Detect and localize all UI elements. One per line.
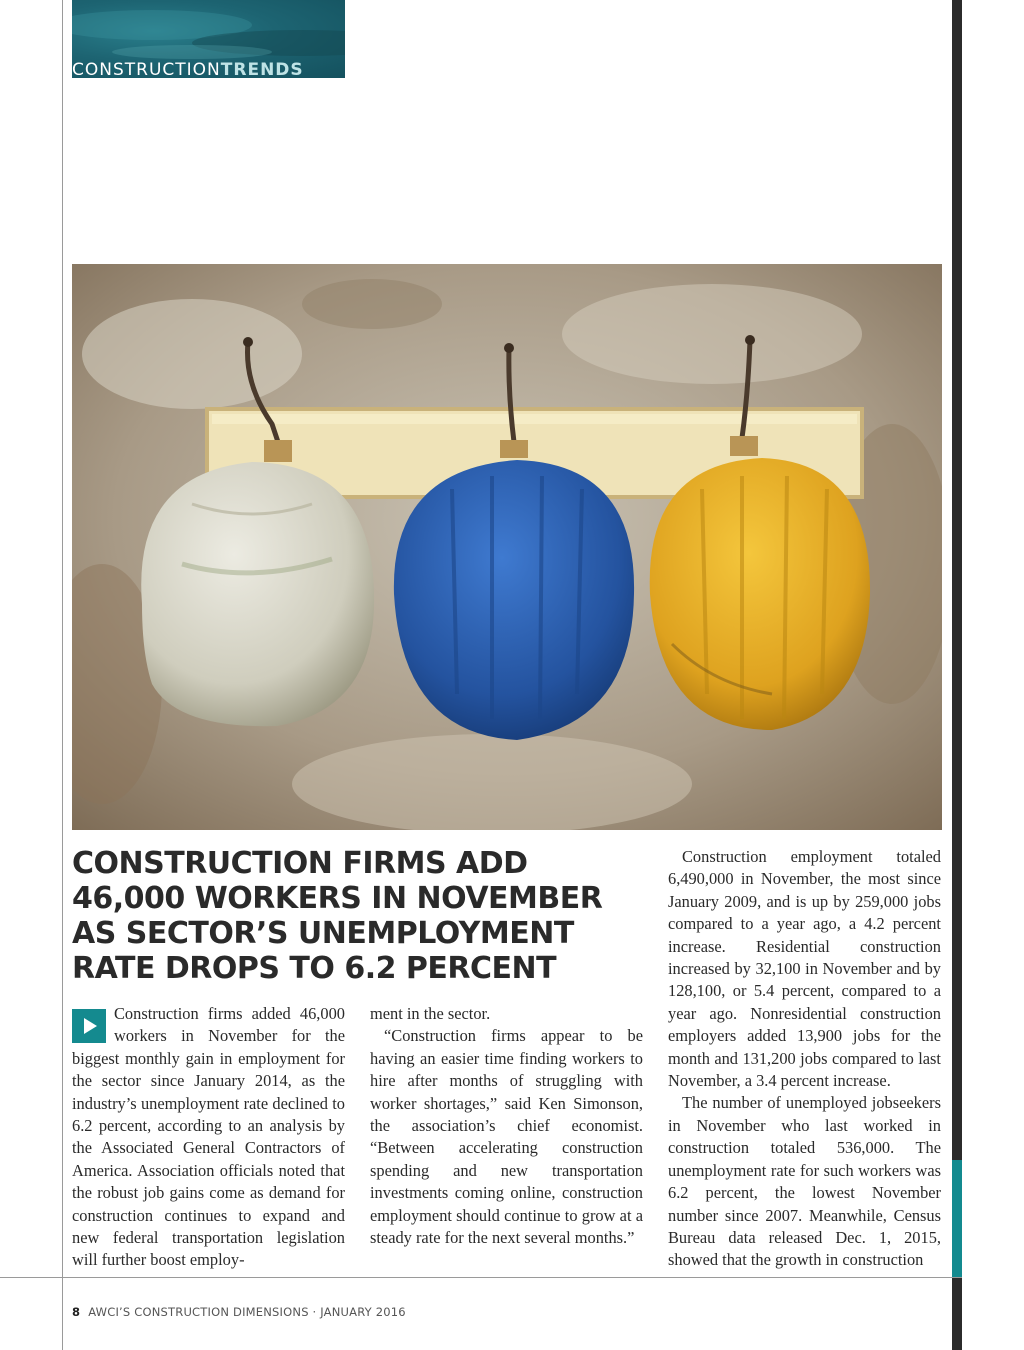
footer-rule	[0, 1277, 962, 1278]
page-edge-bar	[952, 0, 962, 1350]
article-paragraph: Construction employment totaled 6,490,000 in November, the most since January 2009, and is up by 259,000 jobs compared to a year ago, a 4.2 percent increase. Residential construction increased by 32,100 in November and by 128,100, or 5.4 percent, compared to a year ago. Nonresidential construction employers added 13,900 jobs for the month and 131,200 jobs compared to last November, a 3.4 percent increase.	[668, 847, 941, 1091]
article-paragraph: ment in the sector.	[370, 1004, 491, 1023]
article-headline: CONSTRUCTION FIRMS ADD 46,000 WORKERS IN NOVEMBER AS SECTOR’S UNEMPLOYMENT RATE DROPS TO 6.2 PERCENT	[72, 846, 603, 986]
play-arrow-icon	[72, 1009, 106, 1043]
page-footer	[72, 1305, 406, 1319]
hard-hats-photo	[72, 264, 942, 830]
page-edge-accent	[952, 1160, 962, 1278]
publication-name: AWCI’S CONSTRUCTION DIMENSIONS · JANUARY 2016	[88, 1305, 406, 1319]
left-margin-rule	[62, 0, 63, 1350]
page-number: 8	[72, 1305, 81, 1319]
section-title-bold: TRENDS	[220, 60, 304, 80]
article-column-3	[668, 846, 941, 1272]
article-paragraph: Construction firms added 46,000 workers in November for the biggest monthly gain in employment for the sector since January 2014, as the industry’s unemployment rate declined to 6.2 percent, according to an analysis by the Associated General Contractors of America. Association officials noted that the robust job gains come as demand for construction continues to expand and new federal transportation legislation will further boost employ-	[72, 1004, 345, 1270]
article-column-1	[72, 1003, 345, 1272]
article-column-2	[370, 1003, 643, 1249]
article-paragraph: “Construction firms appear to be having an easier time finding workers to hire after months of struggling with worker shortages,” said Ken Simonson, the association’s chief economist. “Between accelerating construction spending and new transportation investments coming online, construction employment should continue to grow at a steady rate for the next several months.”	[370, 1026, 643, 1248]
section-title	[72, 60, 304, 80]
article-paragraph: The number of unemployed jobseekers in November who last worked in construction totaled 536,000. The unemployment rate for such workers was 6.2 percent, the lowest November number since 2007. Meanwhile, Census Bureau data released Dec. 1, 2015, showed that the growth in construction	[668, 1093, 941, 1270]
section-title-light: CONSTRUCTION	[72, 60, 221, 80]
